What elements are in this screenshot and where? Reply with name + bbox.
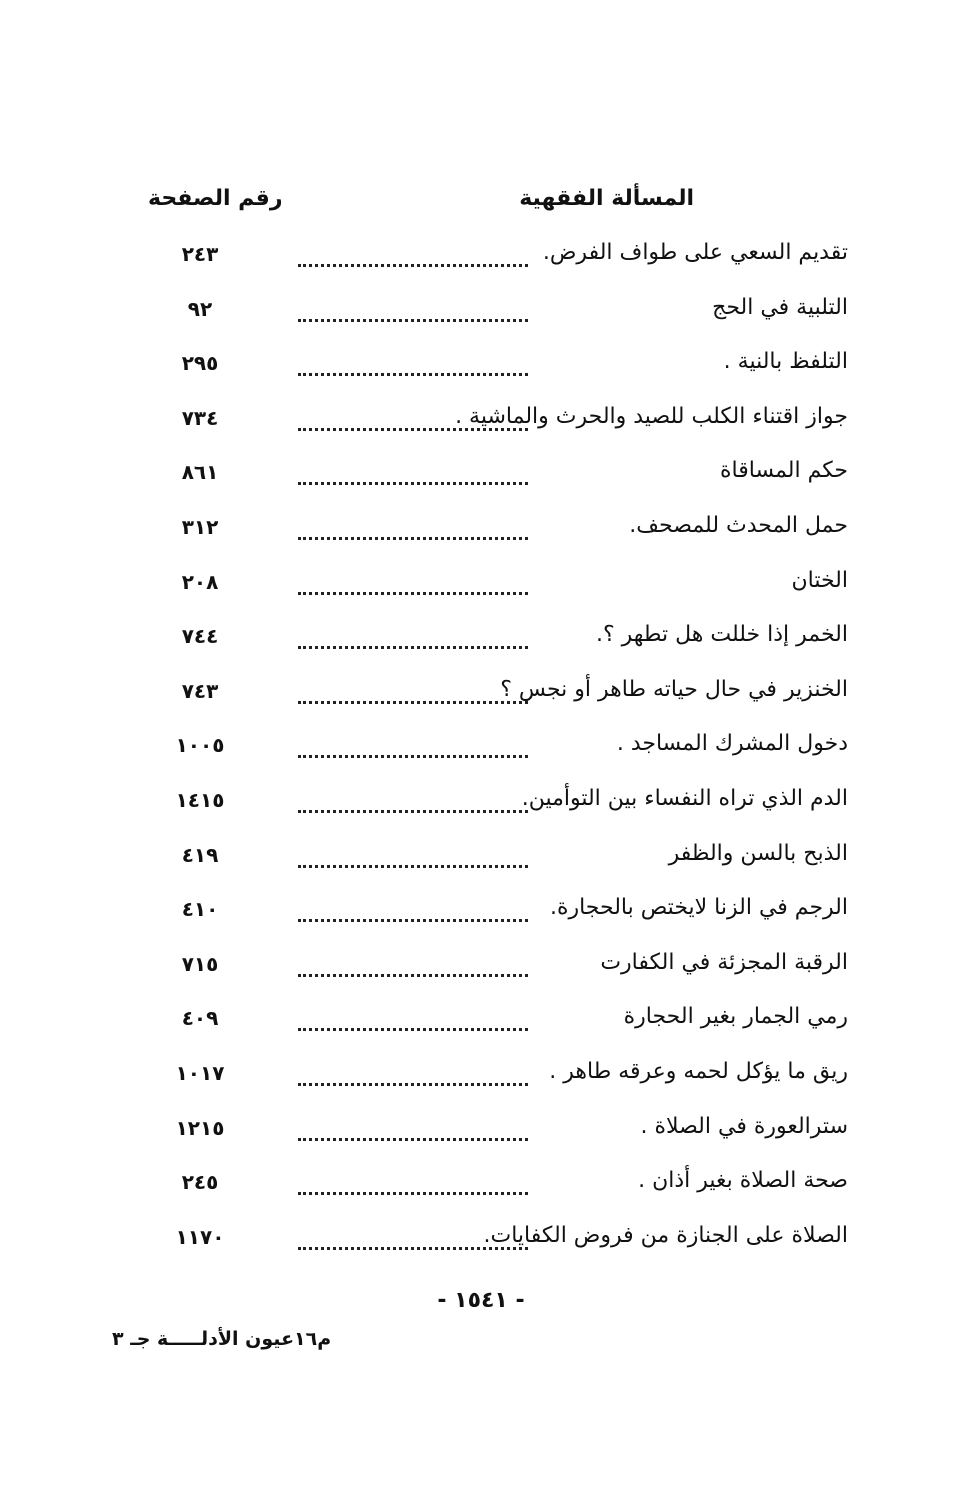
entry-page-number: ١٢١٥: [175, 1115, 225, 1140]
entry-page-number: ٤١٠: [181, 897, 219, 922]
entry-page-number: ٧٤٣: [181, 678, 219, 703]
entry-title: الصلاة على الجنازة من فروض الكفايات.: [483, 1222, 848, 1248]
dot-leader: [298, 755, 528, 758]
entry-title: صحة الصلاة بغير أذان .: [638, 1168, 848, 1194]
dot-leader: [298, 264, 528, 267]
entry-page-number: ٢٠٨: [181, 569, 219, 594]
index-row: [0, 560, 962, 615]
entry-title: سترالعورة في الصلاة .: [640, 1113, 848, 1139]
index-row: [0, 669, 962, 724]
index-row: [0, 450, 962, 505]
entry-page-number: ٨٦١: [181, 460, 219, 485]
entry-title: الخمر إذا خللت هل تطهر ؟.: [595, 622, 848, 648]
index-row: [0, 505, 962, 560]
index-row: [0, 287, 962, 342]
dot-leader: [298, 1138, 528, 1141]
entry-title: الرجم في الزنا لايختص بالحجارة.: [549, 895, 848, 921]
dot-leader: [298, 810, 528, 813]
dot-leader: [298, 919, 528, 922]
dot-leader: [298, 592, 528, 595]
dot-leader: [298, 373, 528, 376]
entry-title: الخنزير في حال حياته طاهر أو نجس ؟: [500, 676, 848, 702]
index-row: [0, 396, 962, 451]
index-header: [0, 180, 962, 226]
printer-signature: م١٦عيون الأدلـــــة جـ ٣: [112, 1328, 332, 1350]
dot-leader: [298, 1192, 528, 1195]
entry-page-number: ١١٧٠: [175, 1224, 225, 1249]
dot-leader: [298, 1028, 528, 1031]
dot-leader: [298, 865, 528, 868]
index-row: [0, 232, 962, 287]
dot-leader: [298, 428, 528, 431]
entry-page-number: ١٠٠٥: [175, 733, 225, 758]
entry-title: رمي الجمار بغير الحجارة: [623, 1004, 848, 1030]
entry-title: حكم المساقاة: [720, 458, 848, 484]
entry-page-number: ٢٤٥: [181, 1170, 219, 1195]
entry-title: الذبح بالسن والظفر: [668, 840, 848, 866]
index-entries: [0, 232, 962, 1269]
dot-leader: [298, 482, 528, 485]
entry-title: تقديم السعي على طواف الفرض.: [542, 240, 848, 265]
dot-leader: [298, 319, 528, 322]
page-number: - ١٥٤١ -: [437, 1288, 525, 1313]
entry-page-number: ٢٩٥: [181, 351, 219, 376]
index-row: [0, 887, 962, 942]
dot-leader: [298, 1083, 528, 1086]
index-row: [0, 996, 962, 1051]
index-row: [0, 1215, 962, 1270]
index-row: [0, 778, 962, 833]
entry-page-number: ٢٤٣: [181, 242, 219, 266]
dot-leader: [298, 974, 528, 977]
entry-title: الختان: [791, 567, 848, 593]
entry-title: دخول المشرك المساجد .: [616, 731, 848, 757]
dot-leader: [298, 1247, 528, 1250]
column-heading-page-number: رقم الصفحة: [148, 186, 283, 211]
index-row: [0, 341, 962, 396]
entry-page-number: ٧١٥: [181, 951, 219, 976]
dot-leader: [298, 701, 528, 704]
entry-title: الرقبة المجزئة في الكفارت: [600, 949, 848, 975]
dot-leader: [298, 537, 528, 540]
entry-title: جواز اقتناء الكلب للصيد والحرث والماشية .: [455, 403, 848, 429]
entry-page-number: ١٤١٥: [175, 787, 225, 812]
entry-page-number: ٩٢: [187, 296, 213, 321]
entry-page-number: ٣١٢: [181, 514, 219, 539]
entry-page-number: ٧٣٤: [181, 405, 219, 430]
index-row: [0, 723, 962, 778]
entry-page-number: ٤١٩: [181, 842, 219, 867]
index-row: [0, 614, 962, 669]
entry-title: الدم الذي تراه النفساء بين التوأمين.: [521, 785, 848, 811]
index-row: [0, 833, 962, 888]
entry-page-number: ٤٠٩: [181, 1006, 219, 1031]
entry-title: التلفظ بالنية .: [723, 349, 848, 375]
entry-title: ريق ما يؤكل لحمه وعرقه طاهر .: [549, 1058, 848, 1084]
column-heading-issue: المسألة الفقهية: [519, 186, 694, 211]
entry-page-number: ١٠١٧: [175, 1060, 225, 1085]
index-row: [0, 1106, 962, 1161]
entry-title: التلبية في الحج: [712, 294, 848, 320]
dot-leader: [298, 646, 528, 649]
index-row: [0, 942, 962, 997]
index-row: [0, 1051, 962, 1106]
entry-title: حمل المحدث للمصحف.: [629, 512, 848, 538]
entry-page-number: ٧٤٤: [181, 624, 219, 649]
index-row: [0, 1160, 962, 1215]
